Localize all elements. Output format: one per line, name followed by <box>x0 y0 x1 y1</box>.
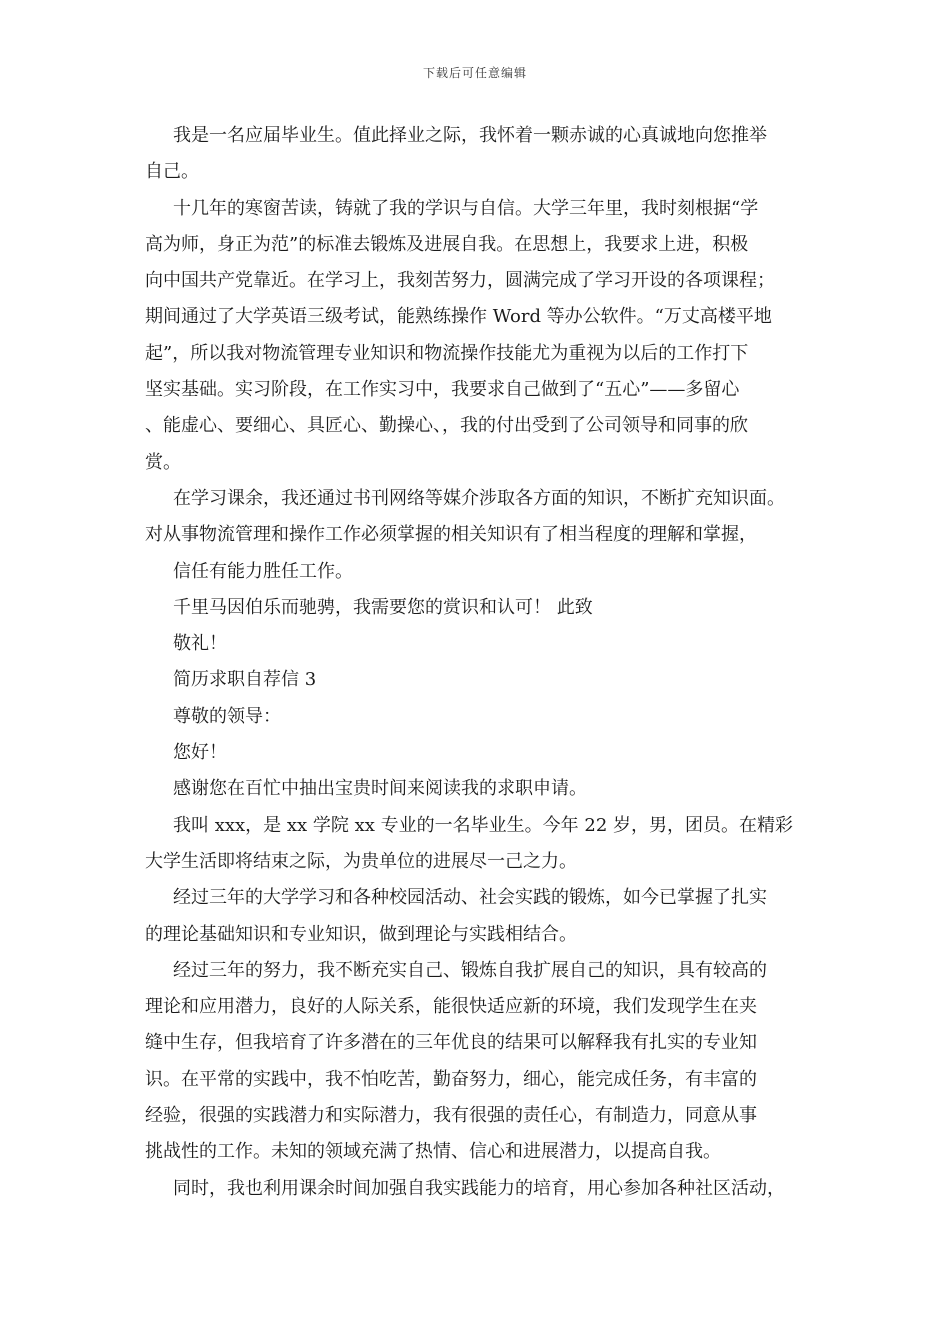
text-line: 期间通过了大学英语三级考试，能熟练操作 Word 等办公软件。“万丈高楼平地 <box>145 306 772 328</box>
text-line: 挑战性的工作。未知的领域充满了热情、信心和进展潜力，以提高自我。 <box>145 1141 721 1163</box>
text-line: 的理论基础知识和专业知识，做到理论与实践相结合。 <box>145 923 577 945</box>
text-line: 您好！ <box>173 742 227 764</box>
text-line: 信任有能力胜任工作。 <box>173 560 353 582</box>
text-line: 尊敬的领导： <box>173 705 281 727</box>
text-line: 千里马因伯乐而驰骋，我需要您的赏识和认可！ 此致 <box>173 596 593 618</box>
text-line: 经过三年的大学学习和各种校园活动、社会实践的锻炼，如今已掌握了扎实 <box>173 887 767 909</box>
text-line: 坚实基础。实习阶段，在工作实习中，我要求自己做到了“五心”——多留心 <box>145 379 740 401</box>
text-line: 十几年的寒窗苦读，铸就了我的学识与自信。大学三年里，我时刻根据“学 <box>173 197 759 219</box>
text-line: 向中国共产党靠近。在学习上，我刻苦努力，圆满完成了学习开设的各项课程； <box>145 270 775 292</box>
text-line: 经验，很强的实践潜力和实际潜力，我有很强的责任心，有制造力，同意从事 <box>145 1105 757 1127</box>
text-line: 我是一名应届毕业生。值此择业之际，我怀着一颗赤诚的心真诚地向您推举 <box>173 125 767 146</box>
text-line: 、能虚心、要细心、具匠心、勤操心、，我的付出受到了公司领导和同事的欣 <box>145 415 748 437</box>
text-line: 大学生活即将结束之际，为贵单位的进展尽一己之力。 <box>145 850 577 872</box>
text-line: 在学习课余，我还通过书刊网络等媒介涉取各方面的知识，不断扩充知识面。 <box>173 487 785 509</box>
text-line: 自己。 <box>145 161 199 183</box>
text-line: 赏。 <box>145 451 181 473</box>
text-line: 对从事物流管理和操作工作必须掌握的相关知识有了相当程度的理解和掌握， <box>145 524 757 546</box>
text-line: 简历求职自荐信 3 <box>173 669 317 691</box>
text-line: 我叫 xxx，是 xx 学院 xx 专业的一名毕业生。今年 22 岁，男，团员。在精彩 <box>173 814 794 836</box>
text-line: 经过三年的努力，我不断充实自己、锻炼自我扩展自己的知识，具有较高的 <box>173 959 767 981</box>
text-line: 识。在平常的实践中，我不怕吃苦，勤奋努力，细心，能完成任务，有丰富的 <box>145 1068 757 1090</box>
document-body <box>145 118 823 1207</box>
text-line: 起”，所以我对物流管理专业知识和物流操作技能尤为重视为以后的工作打下 <box>145 342 749 364</box>
text-line: 感谢您在百忙中抽出宝贵时间来阅读我的求职申请。 <box>173 778 587 800</box>
text-line: 敬礼！ <box>173 633 227 655</box>
text-line: 缝中生存，但我培育了许多潜在的三年优良的结果可以解释我有扎实的专业知 <box>145 1032 757 1054</box>
text-line: 高为师，身正为范”的标准去锻炼及进展自我。在思想上，我要求上进，积极 <box>145 233 749 255</box>
text-line: 理论和应用潜力，良好的人际关系，能很快适应新的环境，我们发现学生在夹 <box>145 996 757 1018</box>
page-header: 下载后可任意编辑 <box>422 66 527 80</box>
text-line: 同时，我也利用课余时间加强自我实践能力的培育，用心参加各种社区活动， <box>173 1177 785 1199</box>
